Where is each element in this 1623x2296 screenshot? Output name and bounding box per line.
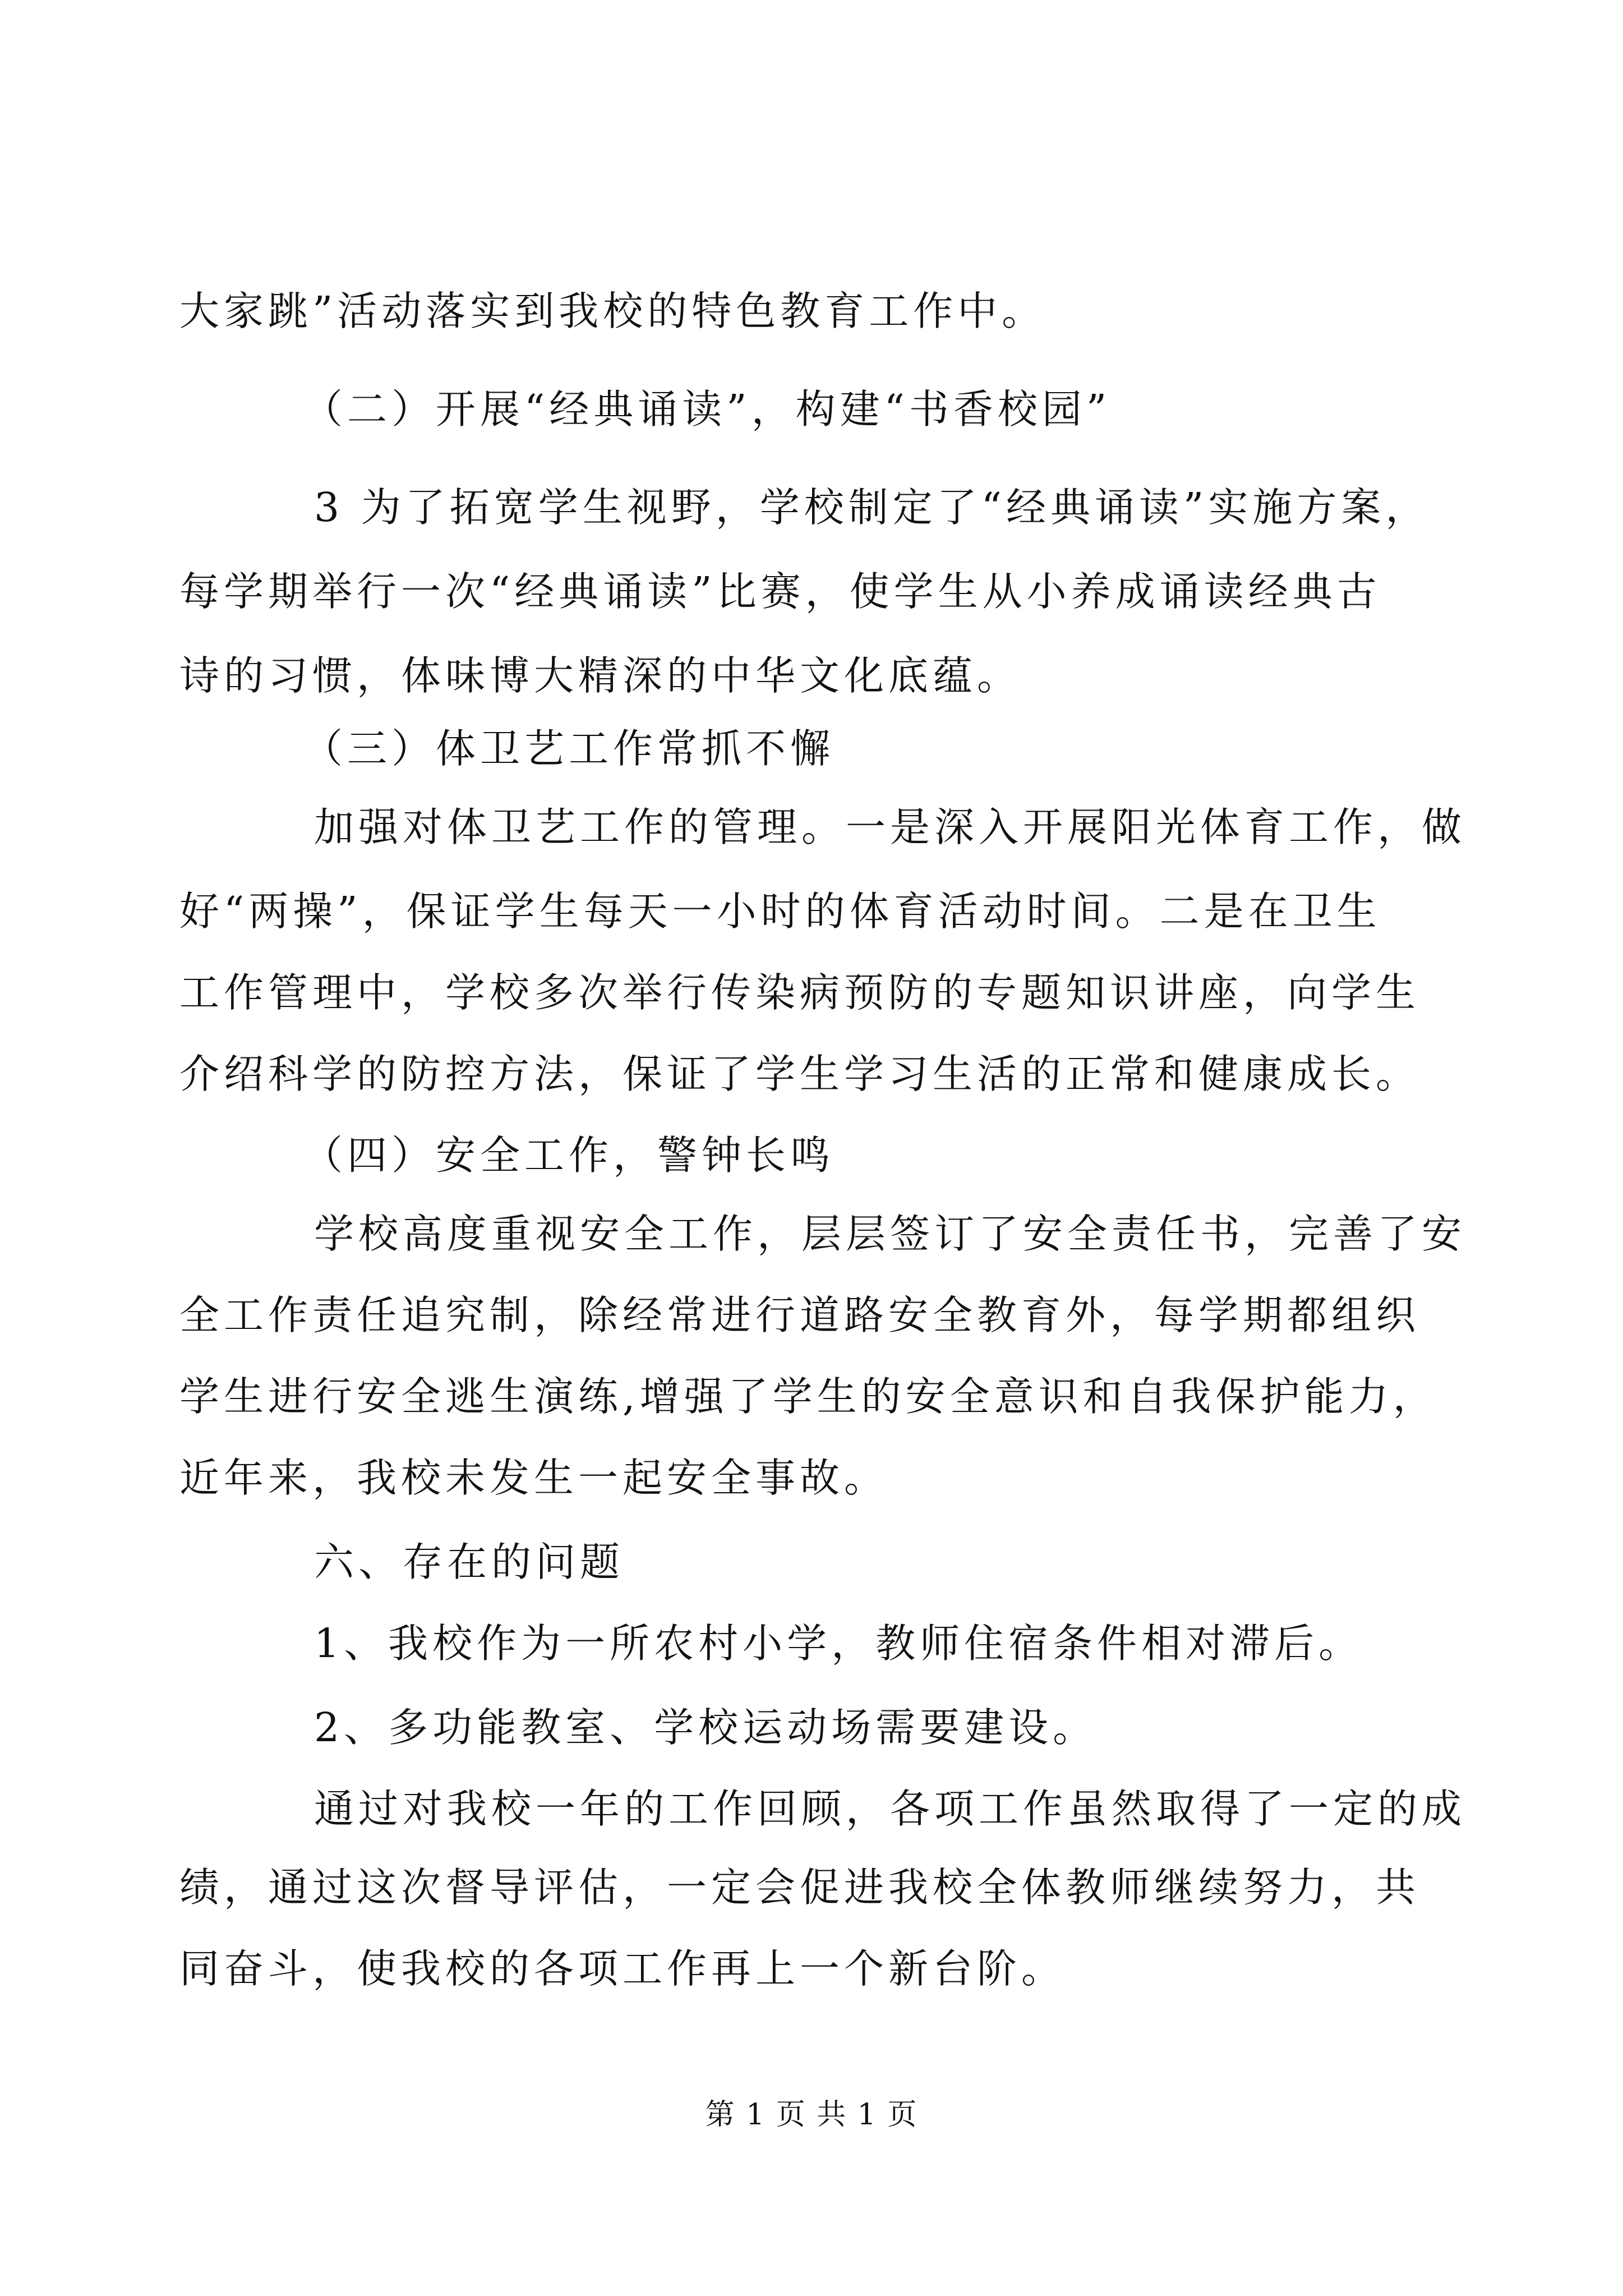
body-line: 绩，通过这次督导评估，一定会促进我校全体教师继续努力，共	[179, 1864, 1421, 1911]
section-heading: （二）开展“经典诵读”，构建“书香校园”	[303, 386, 1112, 432]
body-line: 近年来，我校未发生一起安全事故。	[179, 1455, 889, 1501]
body-line: 好“两操”，保证学生每天一小时的体育活动时间。二是在卫生	[179, 888, 1381, 935]
section-heading: （三）体卫艺工作常抓不懈	[303, 725, 835, 772]
list-item: 2、多功能教室、学校运动场需要建设。	[314, 1704, 1098, 1751]
body-line: 通过对我校一年的工作回顾，各项工作虽然取得了一定的成	[314, 1786, 1467, 1832]
body-line: 加强对体卫艺工作的管理。一是深入开展阳光体育工作，做	[314, 804, 1467, 850]
page-footer: 第 1 页 共 1 页	[705, 2098, 918, 2132]
body-line: 诗的习惯，体味博大精深的中华文化底蕴。	[179, 652, 1022, 699]
section-heading: （四）安全工作，警钟长鸣	[303, 1132, 835, 1179]
body-line: 大家跳”活动落实到我校的特色教育工作中。	[179, 288, 1046, 334]
body-line: 3 为了拓宽学生视野，学校制定了“经典诵读”实施方案，	[314, 484, 1430, 531]
body-line: 工作管理中，学校多次举行传染病预防的专题知识讲座，向学生	[179, 969, 1421, 1016]
body-line: 学生进行安全逃生演练,增强了学生的安全意识和自我保护能力，	[179, 1373, 1437, 1420]
body-line: 同奋斗，使我校的各项工作再上一个新台阶。	[179, 1945, 1066, 1992]
section-heading: 六、存在的问题	[314, 1539, 625, 1585]
body-line: 每学期举行一次“经典诵读”比赛，使学生从小养成诵读经典古	[179, 568, 1381, 615]
body-line: 学校高度重视安全工作，层层签订了安全责任书，完善了安	[314, 1211, 1467, 1257]
body-line: 介绍科学的防控方法，保证了学生学习生活的正常和健康成长。	[179, 1051, 1421, 1097]
list-item: 1、我校作为一所农村小学，教师住宿条件相对滞后。	[314, 1620, 1363, 1667]
body-line: 全工作责任追究制，除经常进行道路安全教育外，每学期都组织	[179, 1292, 1421, 1338]
